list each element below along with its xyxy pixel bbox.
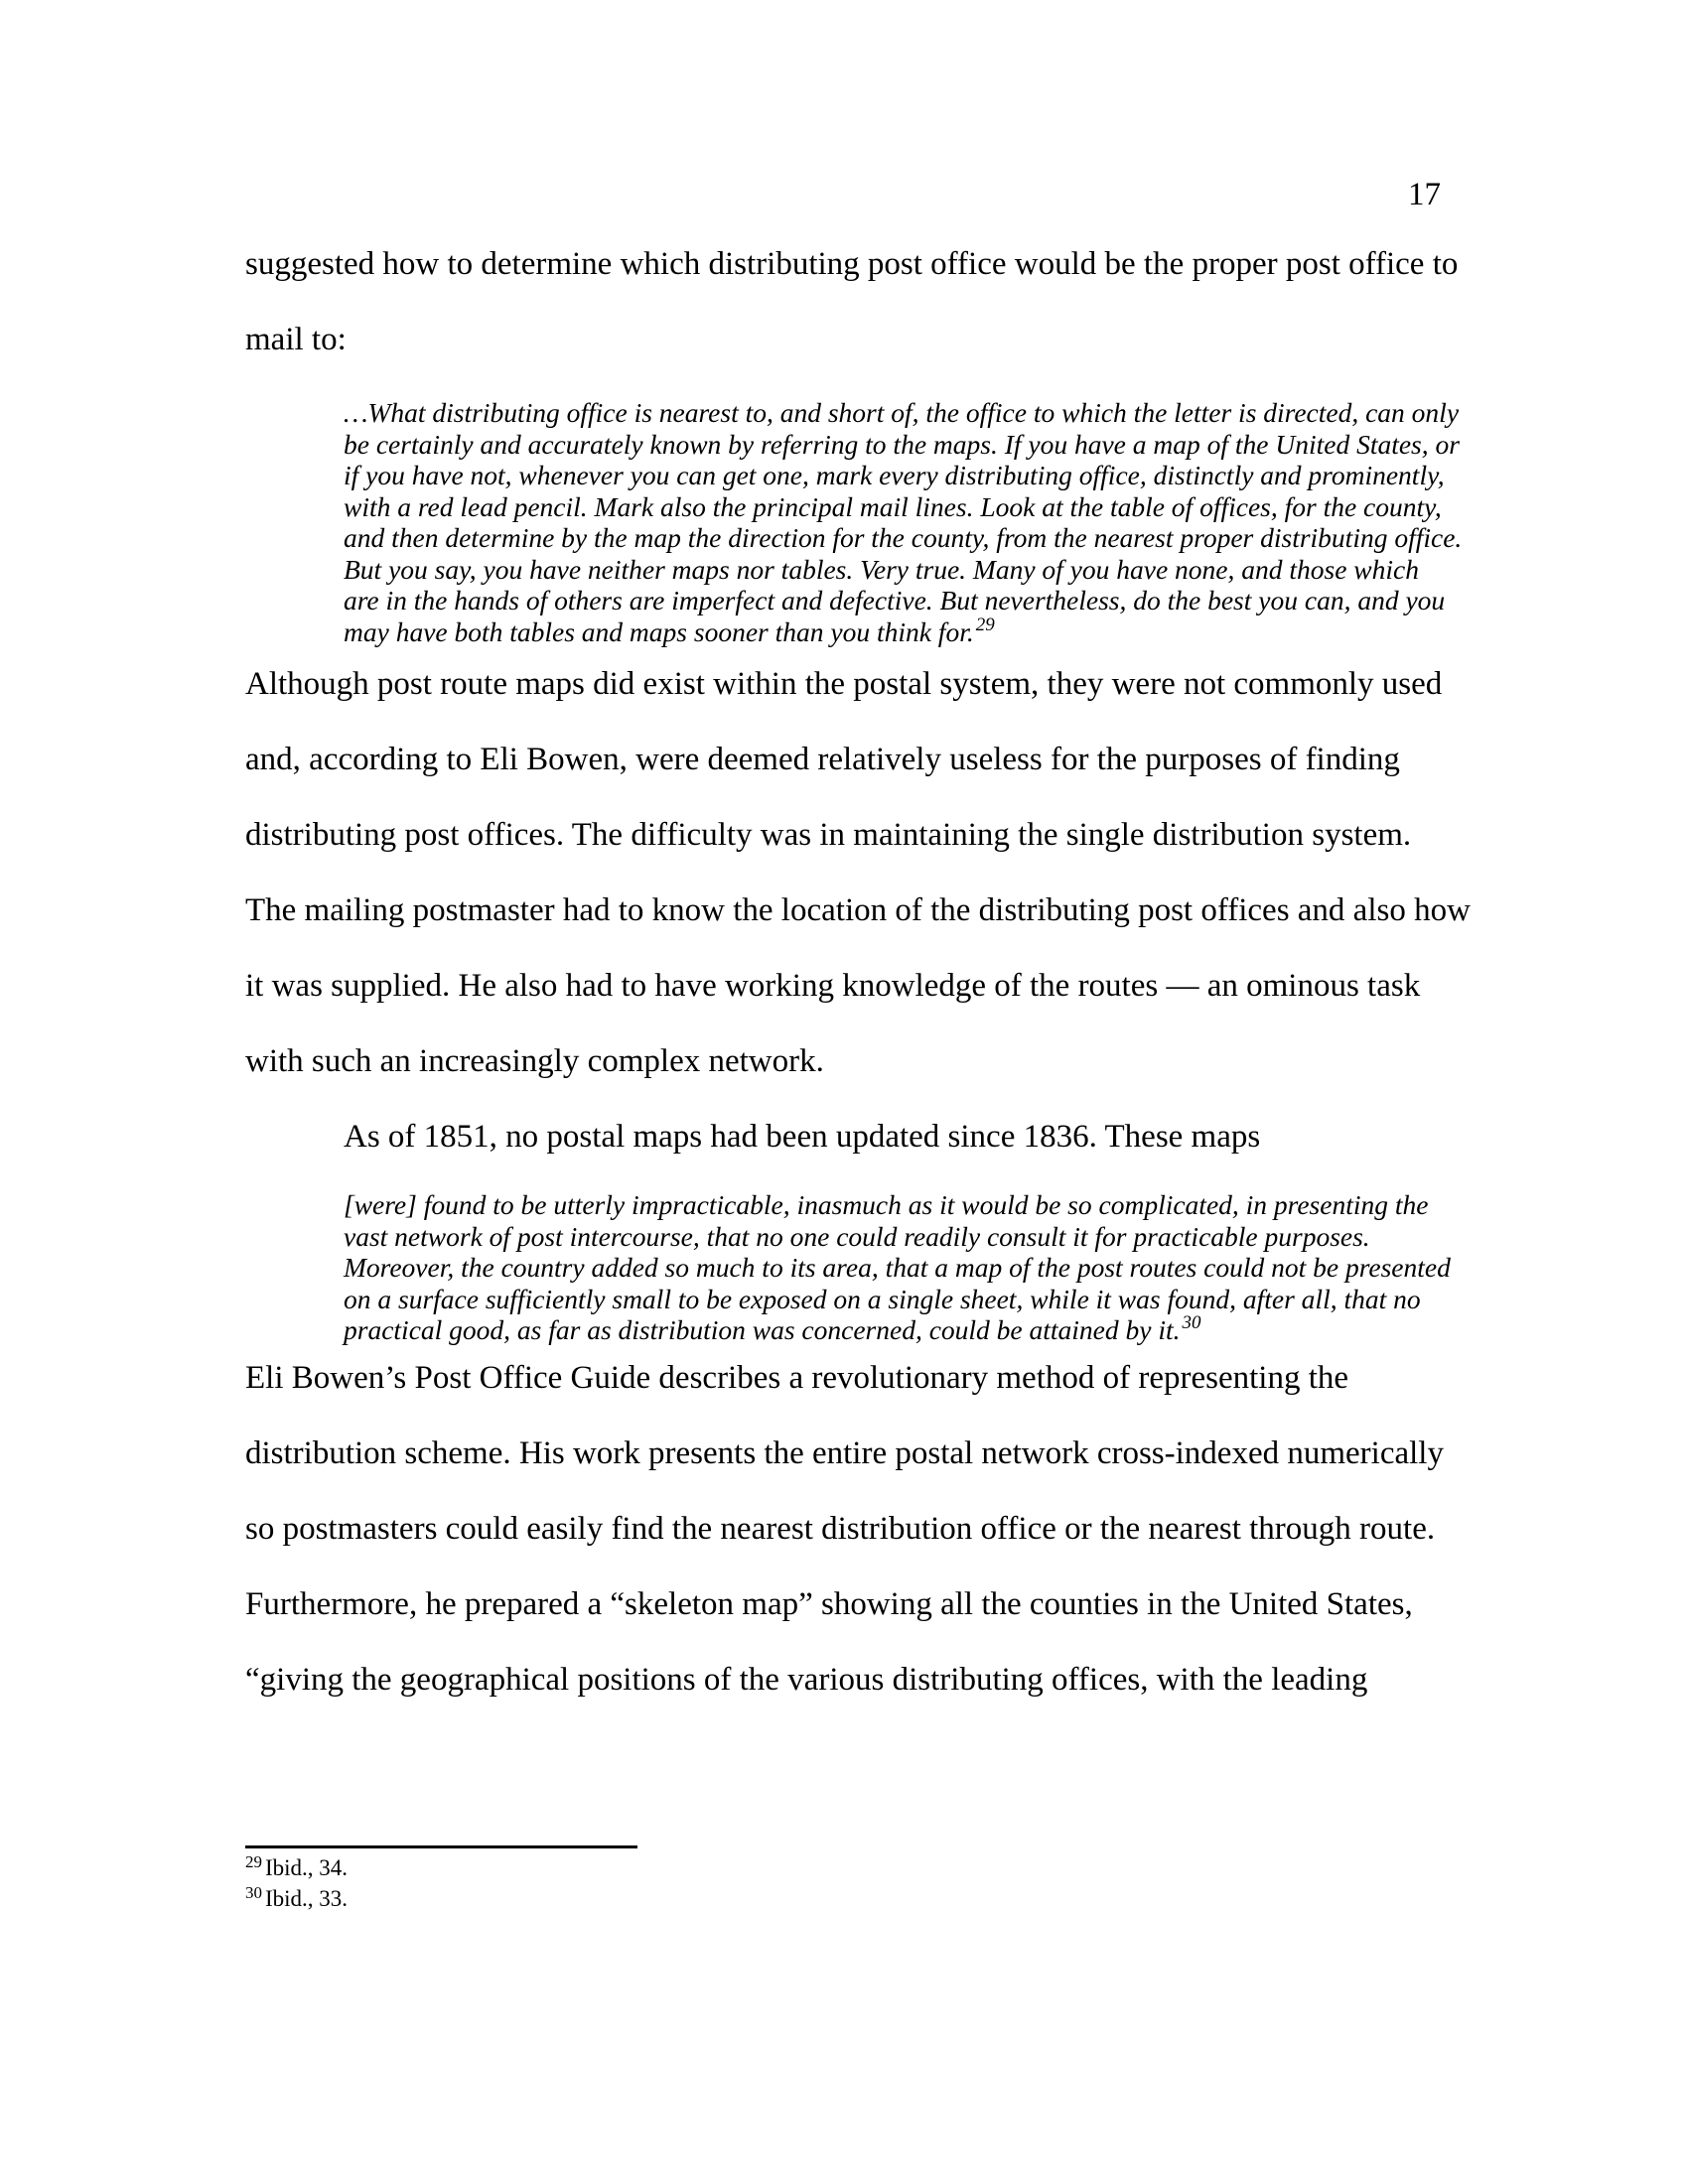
- quote-line: [were] found to be utterly impracticable, inasmuch as it would be so complicated, in presenting the: [344, 1189, 1429, 1220]
- text-line: The mailing postmaster had to know the location of the distributing post offices and also how: [245, 892, 1471, 928]
- text-line: “giving the geographical positions of the various distributing offices, with the leading: [245, 1662, 1368, 1698]
- text-line: with such an increasingly complex network.: [245, 1043, 824, 1079]
- footnote-reference[interactable]: 29: [975, 614, 995, 635]
- quote-line: …What distributing office is nearest to, and short of, the office to which the letter is directed, can only: [344, 397, 1460, 428]
- block-quote: [344, 397, 1476, 651]
- text-line: distributing post offices. The difficulty was in maintaining the single distribution system.: [245, 817, 1412, 853]
- quote-line: with a red lead pencil. Mark also the principal mail lines. Look at the table of offices, for the county,: [344, 490, 1442, 522]
- footnote-text: Ibid., 33.: [265, 1886, 349, 1911]
- quote-line-last: [344, 1314, 1476, 1350]
- text-line: As of 1851, no postal maps had been updated since 1836. These maps: [344, 1119, 1261, 1155]
- quote-line: if you have not, whenever you can get one, mark every distributing office, distinctly and prominently,: [344, 460, 1445, 490]
- footnote-reference[interactable]: 30: [1182, 1312, 1201, 1333]
- block-quote: [344, 1189, 1476, 1350]
- quote-line: vast network of post intercourse, that no one could readily consult it for practicable purposes.: [344, 1220, 1370, 1252]
- text-line: Eli Bowen’s Post Office Guide describes a revolutionary method of representing the: [245, 1360, 1349, 1396]
- footnote-text: Ibid., 34.: [265, 1855, 349, 1880]
- quote-line: Moreover, the country added so much to its area, that a map of the post routes could not be presented: [344, 1252, 1451, 1283]
- text-line: so postmasters could easily find the nearest distribution office or the nearest through route.: [245, 1511, 1436, 1547]
- quote-line: are in the hands of others are imperfect and defective. But nevertheless, do the best you can, and you: [344, 585, 1446, 615]
- text-line: Although post route maps did exist within the postal system, they were not commonly used: [245, 666, 1443, 702]
- text-line: distribution scheme. His work presents the entire postal network cross-indexed numerically: [245, 1435, 1444, 1471]
- text-line: and, according to Eli Bowen, were deemed relatively useless for the purposes of finding: [245, 742, 1400, 777]
- page-number: 17: [1408, 177, 1441, 212]
- quote-line: But you say, you have neither maps nor tables. Very true. Many of you have none, and those which: [344, 553, 1419, 585]
- quote-line-text: practical good, as far as distribution was concerned, could be attained by it.: [344, 1314, 1181, 1345]
- text-line: mail to:: [245, 322, 347, 357]
- quote-line-text: may have both tables and maps sooner than you think for.: [344, 615, 974, 647]
- text-line: it was supplied. He also had to have working knowledge of the routes — an ominous task: [245, 968, 1421, 1004]
- footnote: [245, 1885, 348, 1915]
- footnote-number: 29: [245, 1852, 262, 1871]
- quote-line: on a surface sufficiently small to be exposed on a single sheet, while it was found, after all, that no: [344, 1283, 1421, 1314]
- footnote-number: 30: [245, 1883, 262, 1902]
- text-line: suggested how to determine which distributing post office would be the proper post office to: [245, 246, 1459, 282]
- quote-line-last: [344, 616, 1476, 652]
- text-line: Furthermore, he prepared a “skeleton map” showing all the counties in the United States,: [245, 1586, 1413, 1622]
- quote-line: and then determine by the map the direction for the county, from the nearest proper distributing office.: [344, 522, 1463, 553]
- quote-line: be certainly and accurately known by referring to the maps. If you have a map of the United States, or: [344, 428, 1460, 460]
- footnote: [245, 1854, 348, 1884]
- footnote-divider: [245, 1845, 637, 1848]
